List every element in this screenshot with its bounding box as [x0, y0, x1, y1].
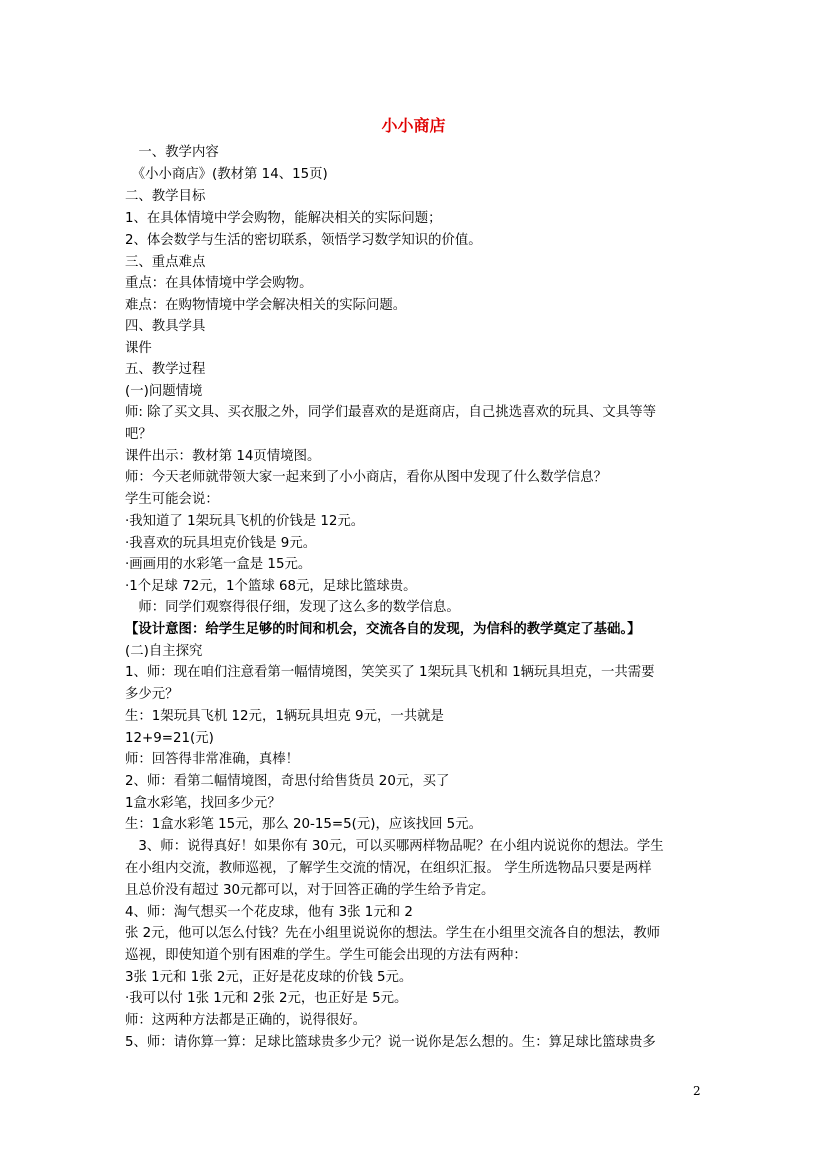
page-number: 2: [693, 1084, 701, 1098]
text-line: ·我可以付 1张 1元和 2张 2元，也正好是 5元。: [125, 991, 408, 1006]
text-line: ·画画用的水彩笔一盒是 15元。: [125, 557, 312, 572]
text-line: 4、师：淘气想买一个花皮球，他有 3张 1元和 2: [125, 905, 413, 920]
design-intent-note: 【设计意图：给学生足够的时间和机会，交流各自的发现，为信科的教学奠定了基础。】: [125, 622, 641, 637]
text-line: 课件: [125, 341, 152, 356]
text-line: 学生可能会说：: [125, 492, 219, 507]
text-line: 3张 1元和 1张 2元，正好是花皮球的价钱 5元。: [125, 970, 413, 985]
page-title: 小小商店: [381, 116, 446, 135]
text-line: 《小小商店》(教材第 14、15页): [125, 167, 328, 182]
text-line: 师: 除了买文具、买衣服之外，同学们最喜欢的是逛商店，自己挑选喜欢的玩具、文具等等: [125, 405, 656, 420]
text-line: ·我知道了 1架玩具飞机的价钱是 12元。: [125, 514, 365, 529]
text-line: 3、师：说得真好！如果你有 30元，可以买哪两样物品呢？在小组内说说你的想法。学生: [125, 839, 664, 854]
text-line: ·我喜欢的玩具坦克价钱是 9元。: [125, 536, 317, 551]
text-line: 课件出示：教材第 14页情境图。: [125, 449, 321, 464]
text-line: 师：回答得非常准确，真棒！: [125, 752, 300, 767]
text-line: 生：1盒水彩笔 15元，那么 20-15=5(元)，应该找回 5元。: [125, 817, 482, 832]
text-line: 1、在具体情境中学会购物，能解决相关的实际问题；: [125, 211, 442, 226]
text-line: 2、师：看第二幅情境图，奇思付给售货员 20元，买了: [125, 774, 450, 789]
text-line: 1盒水彩笔，找回多少元？: [125, 796, 281, 811]
text-line: 5、师：请你算一算：足球比篮球贵多少元？说一说你是怎么想的。生：算足球比篮球贵多: [125, 1035, 656, 1050]
text-line: 1、师：现在咱们注意看第一幅情境图，笑笑买了 1架玩具飞机和 1辆玩具坦克，一共需要: [125, 665, 655, 680]
text-line: 四、教具学具: [125, 319, 206, 334]
text-line: 难点：在购物情境中学会解决相关的实际问题。: [125, 298, 407, 313]
text-line: 生：1架玩具飞机 12元，1辆玩具坦克 9元，一共就是: [125, 709, 444, 724]
text-line: 吧？: [125, 427, 152, 442]
text-line: 张 2元，他可以怎么付钱？先在小组里说说你的想法。学生在小组里交流各自的想法，教师: [125, 926, 661, 941]
text-line: (二)自主探究: [125, 644, 203, 659]
text-line: 在小组内交流，教师巡视，了解学生交流的情况，在组织汇报。 学生所选物品只要是两样: [125, 861, 652, 876]
text-line: 且总价没有超过 30元都可以，对于回答正确的学生给予肯定。: [125, 883, 495, 898]
text-line: 12+9=21(元): [125, 731, 214, 746]
text-line: 师：今天老师就带领大家一起来到了小小商店，看你从图中发现了什么数学信息？: [125, 470, 608, 485]
text-line: 巡视，即使知道个别有困难的学生。学生可能会出现的方法有两种：: [125, 948, 527, 963]
text-line: ·1个足球 72元，1个篮球 68元，足球比篮球贵。: [125, 579, 417, 594]
text-line: 师：这两种方法都是正确的，说得很好。: [125, 1013, 367, 1028]
text-line: 多少元？: [125, 687, 179, 702]
text-line: (一)问题情境: [125, 384, 203, 399]
text-line: 三、重点难点: [125, 255, 206, 270]
text-line: 重点：在具体情境中学会购物。: [125, 276, 313, 291]
text-line: 一、教学内容: [125, 145, 219, 160]
text-line: 师：同学们观察得很仔细，发现了这么多的数学信息。: [125, 600, 460, 615]
text-line: 五、教学过程: [125, 362, 206, 377]
text-line: 二、教学目标: [125, 189, 206, 204]
text-line: 2、体会数学与生活的密切联系，领悟学习数学知识的价值。: [125, 233, 482, 248]
